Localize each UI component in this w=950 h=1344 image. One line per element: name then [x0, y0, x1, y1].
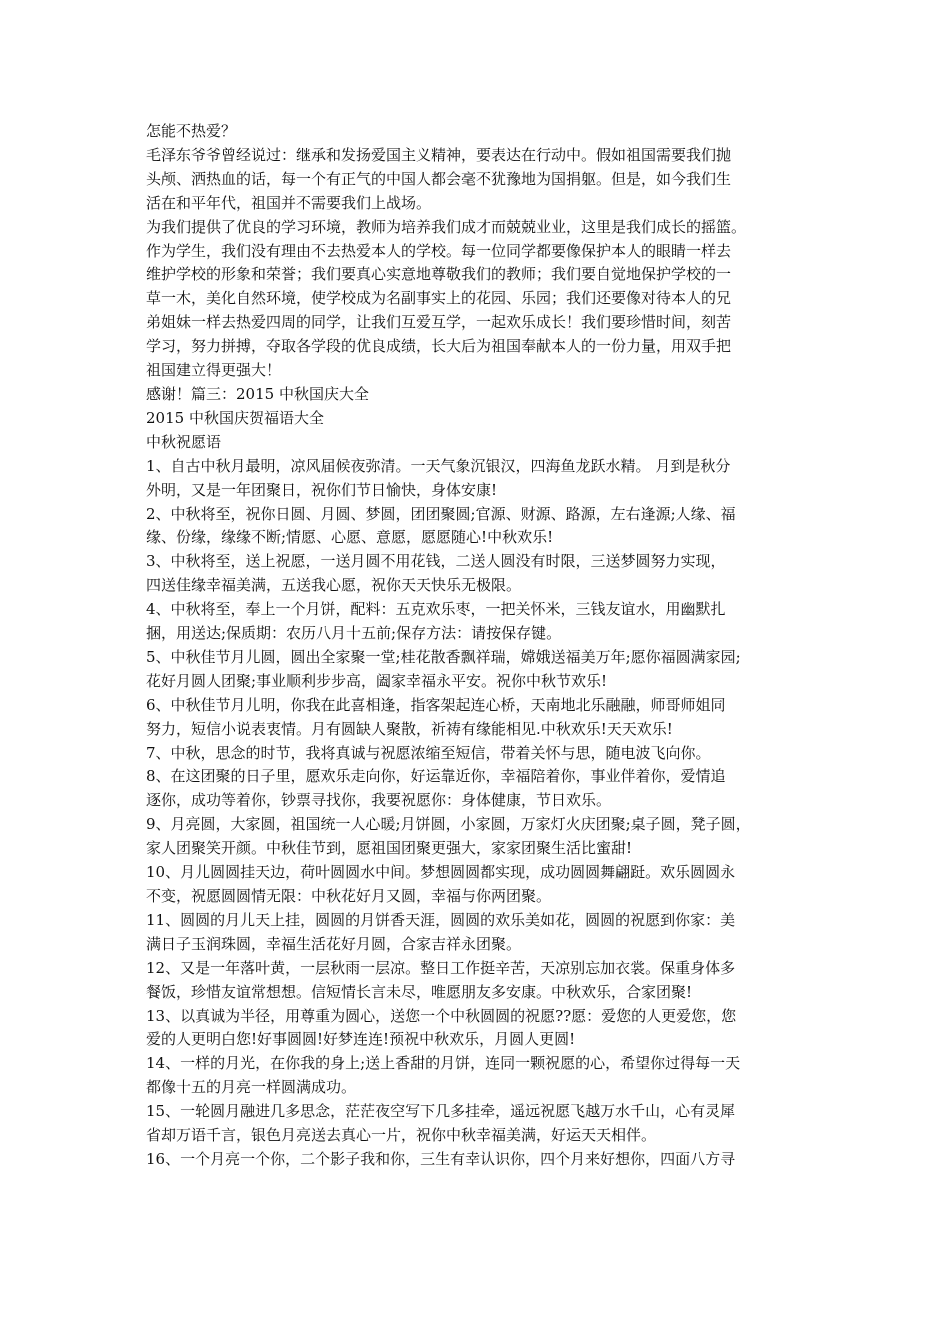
section-title: 2015 中秋国庆贺福语大全 [146, 408, 324, 427]
paragraph-intro-question: 怎能不热爱？ [146, 122, 237, 140]
document-page [146, 120, 826, 1172]
list-item: 5、中秋佳节月儿圆，圆出全家聚一堂;桂花散香飘祥瑞，嫦娥送福美万年;愿你福圆满家园; 花好月圆人团聚;事业顺利步步高，阖家幸福永平安。祝你中秋节欢乐! [146, 647, 741, 690]
list-item: 15、一轮圆月融进几多思念，茫茫夜空写下几多挂牵，遥远祝愿飞越万水千山，心有灵犀 省却万语千言，银色月亮送去真心一片，祝你中秋幸福美满，好运天天相伴。 [146, 1102, 736, 1145]
list-item: 1、自古中秋月最明，凉风届候夜弥清。一天气象沉银汉，四海鱼龙跃水精。 月到是秋分 外明，又是一年团聚日，祝你们节日愉快，身体安康! [146, 456, 731, 499]
list-item: 6、中秋佳节月儿明，你我在此喜相逢，指客架起连心桥，天南地北乐融融，师哥师姐同 努力，短信小说表衷情。月有圆缺人聚散，祈祷有缘能相见.中秋欢乐!天天欢乐! [146, 695, 726, 738]
list-item: 12、又是一年落叶黄，一层秋雨一层凉。整日工作挺辛苦，天凉别忘加衣裳。保重身体多 餐饭，珍惜友谊常想想。信短情长言未尽，唯愿朋友多安康。中秋欢乐，合家团聚! [146, 958, 736, 1001]
paragraph-school-love: 为我们提供了优良的学习环境，教师为培养我们成才而兢兢业业，这里是我们成长的摇篮。 作为学生，我们没有理由不去热爱本人的学校。每一位同学都要像保护本人的眼睛一样去 维护学校的形象和荣誉；我们要真心实意地尊敬我们的教师；我们要自觉地保护学校的一 草一木，美化自然环境，使学校成为名副事实上的花园、乐园；我们还要像对待本人的兄 弟姐妹一样去热爱四周的同学，让我们互爱互学，一起欢乐成长！我们要珍惜时间，刻苦 学习，努力拼搏，夺取各学段的优良成绩，长大后为祖国奉献本人的一份力量，用双手把 祖国建立得更强大！ [146, 217, 747, 380]
paragraph-mao-quote: 毛泽东爷爷曾经说过：继承和发扬爱国主义精神，要表达在行动中。假如祖国需要我们抛 头颅、洒热血的话，每一个有正气的中国人都会毫不犹豫地为国捐躯。但是，如今我们生 活在和平年代，祖国并不需要我们上战场。 [146, 145, 732, 212]
list-item: 2、中秋将至，祝你日圆、月圆、梦圆，团团聚圆;官源、财源、路源，左右逢源;人缘、福 缘、份缘，缘缘不断;情愿、心愿、意愿，愿愿随心!中秋欢乐! [146, 504, 736, 547]
list-item: 10、月儿圆圆挂天边，荷叶圆圆水中间。梦想圆圆都实现，成功圆圆舞翩跹。欢乐圆圆永 不变，祝愿圆圆情无限：中秋花好月又圆，幸福与你两团聚。 [146, 863, 736, 905]
list-item: 14、一样的月光，在你我的身上;送上香甜的月饼，连同一颗祝愿的心，希望你过得每一天 都像十五的月亮一样圆满成功。 [146, 1054, 741, 1097]
list-item: 4、中秋将至，奉上一个月饼，配料：五克欢乐枣，一把关怀米，三钱友谊水，用幽默扎 捆，用送达;保质期：农历八月十五前;保存方法：请按保存键。 [146, 600, 726, 643]
list-item: 16、一个月亮一个你，二个影子我和你，三生有幸认识你，四个月来好想你，四面八方寻 [146, 1149, 736, 1168]
list-item: 9、月亮圆，大家圆，祖国统一人心暖;月饼圆，小家圆，万家灯火庆团聚;桌子圆，凳子圆， 家人团聚笑开颜。中秋佳节到，愿祖国团聚更强大，家家团聚生活比蜜甜! [146, 815, 751, 858]
list-item: 11、圆圆的月儿天上挂，圆圆的月饼香天涯，圆圆的欢乐美如花，圆圆的祝愿到你家：美 满日子玉润珠圆，幸福生活花好月圆，合家吉祥永团聚。 [146, 910, 736, 953]
list-item: 3、中秋将至，送上祝愿，一送月圆不用花钱，二送人圆没有时限，三送梦圆努力实现， 四送佳缘幸福美满，五送我心愿，祝你天天快乐无极限。 [146, 552, 726, 595]
list-item: 13、以真诚为半径，用尊重为圆心，送您一个中秋圆圆的祝愿??愿：爱您的人更爱您，您 爱的人更明白您!好事圆圆!好梦连连!预祝中秋欢乐，月圆人更圆! [146, 1006, 737, 1049]
list-item: 8、在这团聚的日子里，愿欢乐走向你，好运靠近你，幸福陪着你，事业伴着你，爱情追 逐你，成功等着你，钞票寻找你，我要祝愿你：身体健康，节日欢乐。 [146, 767, 726, 810]
subsection-title: 中秋祝愿语 [146, 432, 222, 451]
section-heading-part-three: 感谢！篇三：2015 中秋国庆大全 [146, 384, 369, 403]
list-item: 7、中秋，思念的时节，我将真诚与祝愿浓缩至短信，带着关怀与思，随电波飞向你。 [146, 743, 711, 762]
